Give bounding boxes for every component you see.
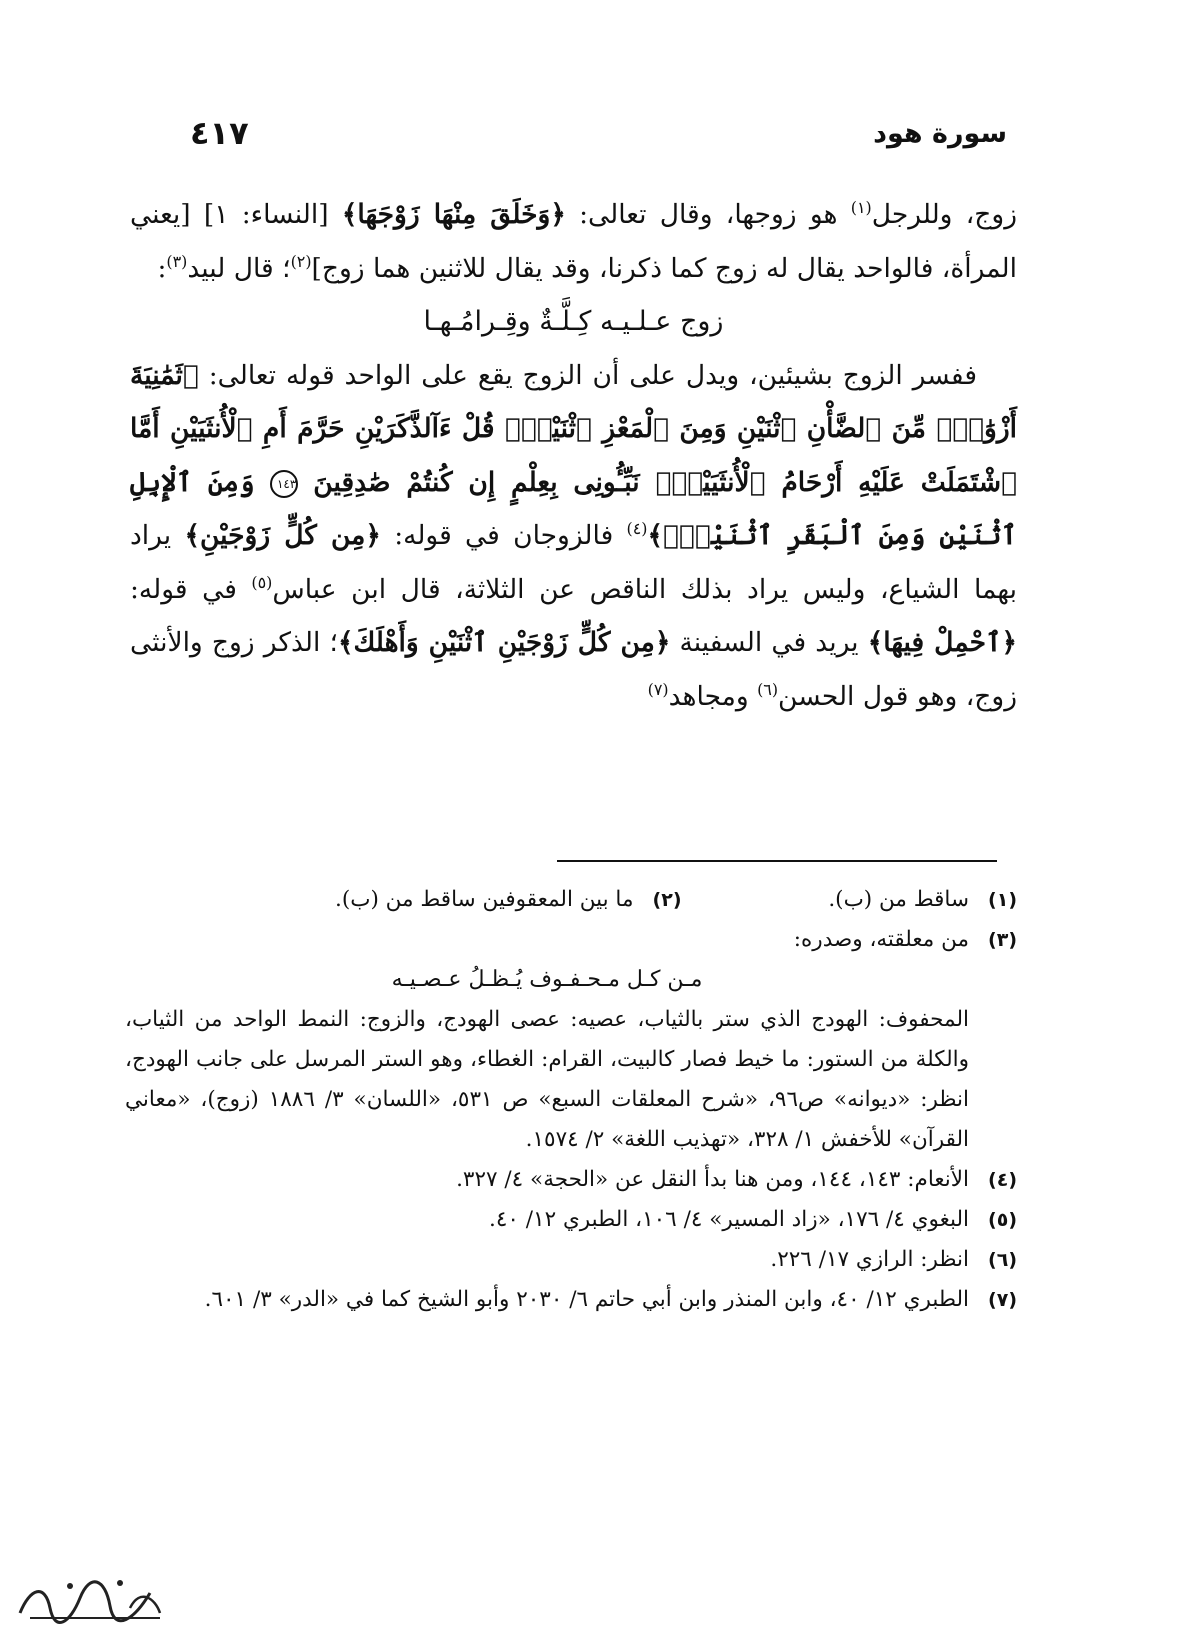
- footnote-poem: مـن كـل مـحـفـوف يُـظـلُ عـصـيـه: [391, 967, 703, 992]
- footnote-7: [125, 1280, 1017, 1320]
- text-run: يريد في السفينة: [670, 627, 868, 658]
- footnote-row-1-2: [125, 880, 1017, 920]
- quran-quote: ﴿ٱحْمِلْ فِيهَا﴾: [867, 627, 1018, 658]
- footnote-ref: (٧): [647, 679, 669, 699]
- footnote-ref: (١): [850, 198, 872, 218]
- page-number: ٤١٧: [190, 114, 249, 152]
- footnote-text: ساقط من (ب).: [828, 887, 969, 912]
- paragraph-1: [130, 188, 1017, 295]
- footnote-text: من معلقته، وصدره:: [793, 927, 969, 952]
- footnote-ref: (٥): [251, 572, 273, 592]
- running-title: سورة هود: [873, 118, 1007, 149]
- footnote-number: (٧): [988, 1289, 1017, 1311]
- page-header: [190, 114, 1007, 168]
- quran-quote: ﴿مِن كُلٍّ زَوْجَيْنِ﴾: [184, 520, 381, 551]
- footnote-text: البغوي ٤/ ١٧٦، «زاد المسير» ٤/ ١٠٦، الطبري ١٢/ ٤٠.: [488, 1207, 969, 1232]
- quran-quote: ﴿مِن كُلٍّ زَوْجَيْنِ ٱثْنَيْنِ وَأَهْلَكَ﴾: [337, 627, 671, 658]
- footnote-text: الطبري ١٢/ ٤٠، وابن المنذر وابن أبي حاتم ٦/ ٢٠٣٠ وأبو الشيخ كما في «الدر» ٣/ ٦٠١.: [204, 1287, 969, 1312]
- footnote-number: (٥): [988, 1209, 1017, 1231]
- text-run: في قوله:: [130, 573, 252, 605]
- footnote-ref: (٦): [757, 679, 779, 699]
- footnotes: [125, 880, 1017, 1320]
- footnote-number: (٣): [988, 929, 1017, 951]
- footnote-2: [335, 880, 682, 920]
- text-run: يراد بهما الشياع، وليس يراد بذلك الناقص عن الثلاثة، قال ابن عباس: [130, 520, 1017, 605]
- quran-quote: ﴿وَخَلَقَ مِنْهَا زَوْجَهَا﴾: [341, 199, 566, 230]
- footnote-4: [125, 1160, 1017, 1200]
- text-run: فالزوجان في قوله:: [380, 520, 627, 551]
- text-run: ففسر الزوج بشيئين، ويدل على أن الزوج يقع على الواحد قوله تعالى:: [198, 359, 977, 391]
- calligraphy-logo-icon: [10, 1568, 170, 1628]
- footnote-text: الأنعام: ١٤٣، ١٤٤، ومن هنا بدأ النقل عن «الحجة» ٤/ ٣٢٧.: [456, 1167, 969, 1192]
- footnote-5: [125, 1200, 1017, 1240]
- footnote-body: المحفوف: الهودج الذي ستر بالثياب، عصيه: عصى الهودج، والزوج: النمط الواحد من الثياب، والكلة من الستور: ما خيط فصار كالبيت، القرام: الغطاء، وهو الستر المرسل على جانب الهودج، انظر: «ديوانه» ص٩٦، «شرح المعلقات السبع» ص ٥٣١، «اللسان» ٣/ ١٨٨٦ (زوج)، «معاني القرآن» للأخفش ١/ ٣٢٨، «تهذيب اللغة» ٢/ ١٥٧٤.: [125, 1007, 969, 1152]
- text-run: ؛ قال لبيد: [187, 252, 291, 284]
- footnote-number: (٤): [988, 1169, 1017, 1191]
- quran-quote: ﴿ثَمَٰنِيَةَ أَزْوَٰجٍۖ مِّنَ ٱلضَّأْنِ ٱثْنَيْنِ وَمِنَ ٱلْمَعْزِ ٱثْنَيْنِۗ قُلْ ءَآلذَّكَرَيْنِ حَرَّمَ أَمِ ٱلْأُنثَيَيْنِ أَمَّا ٱشْتَمَلَتْ عَلَيْهِ أَرْحَامُ ٱلْأُنثَيَيْنِۖ نَبِّـُٔونِى بِعِلْمٍ إِن كُنتُمْ صَٰدِقِينَ: [130, 359, 1017, 498]
- footnote-ref: (٣): [166, 251, 188, 271]
- footnote-number: (١): [988, 889, 1017, 911]
- footnote-text: ما بين المعقوفين ساقط من (ب).: [335, 887, 634, 912]
- footnote-number: (٦): [988, 1249, 1017, 1271]
- footnote-3: [125, 920, 1017, 1160]
- footnote-1: [828, 880, 1017, 920]
- ayah-number-marker: ١٤٣: [270, 470, 298, 498]
- footnote-ref: (٢): [290, 251, 312, 271]
- footnote-ref: (٤): [626, 519, 648, 539]
- main-text: [130, 188, 1017, 723]
- text-run: [النساء: ١] [يعني المرأة، فالواحد يقال له زوج كما ذكرنا، وقد يقال للاثنين هما زوج]: [130, 199, 1017, 284]
- quran-quote: وَمِنَ ٱلْإِبِلِ ٱثْنَيْنِ وَمِنَ ٱلْبَقَرِ ٱثْنَيْنِۗ﴾: [130, 466, 1017, 551]
- footnote-separator: [557, 860, 997, 862]
- footnote-number: (٢): [652, 889, 682, 911]
- text-run: ومجاهد: [668, 680, 758, 712]
- footnote-6: [125, 1240, 1017, 1280]
- text-run: ؛ الذكر زوج والأنثى زوج، وهو قول الحسن: [130, 627, 1017, 712]
- paragraph-2: [130, 349, 1017, 724]
- text-run: هو زوجها، وقال تعالى:: [565, 199, 851, 230]
- poetry-verse: زوج عـلـيـه كِـلَّـةٌ وقِـرامُـهـا: [423, 306, 724, 337]
- text-run: :: [157, 252, 167, 284]
- text-run: زوج، وللرجل: [871, 199, 1017, 230]
- footnote-text: انظر: الرازي ١٧/ ٢٢٦.: [770, 1247, 969, 1272]
